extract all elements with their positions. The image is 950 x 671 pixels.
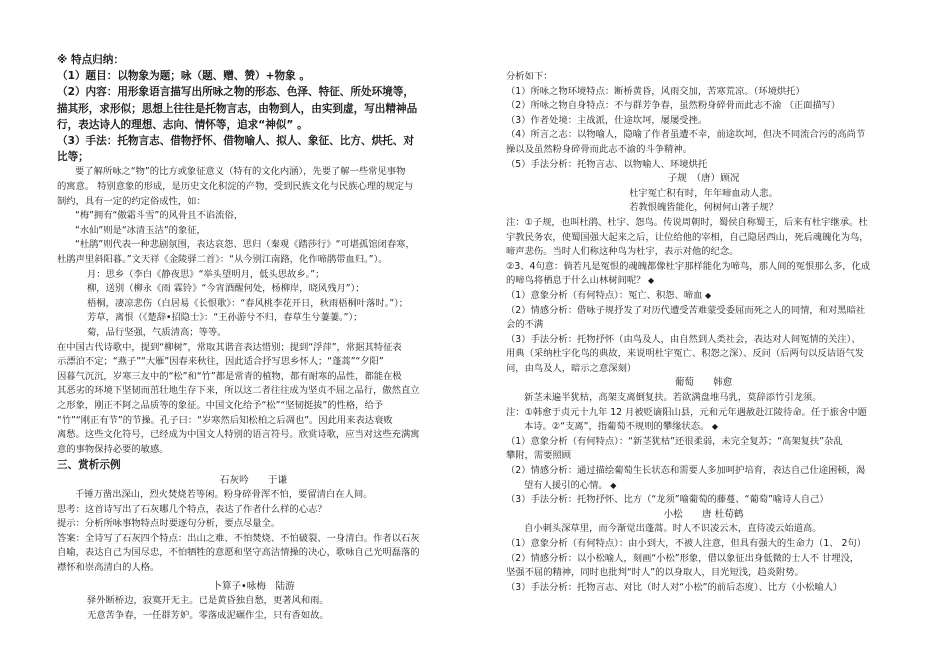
analysis-line: （1）所咏之物环境特点：断桥黄昏，风雨交加，苦寒荒凉。（环境烘托） <box>506 85 805 97</box>
analysis-line: （2）情感分析：借咏子规抒发了对历代遭受苦难蒙受委屈而死之人的同情，和对黑暗社 <box>506 304 866 316</box>
summary-line: （2）内容：用形象语言描写出所咏之物的形态、色泽、特征、所处环境等， <box>57 86 414 99</box>
imagery-line: 月：思乡（李白《静夜思》“举头望明月，低头思故乡。”； <box>87 268 325 280</box>
paragraph-line: 意的事物保持必要的敏感。 <box>57 443 169 455</box>
analysis-line: 望有人援引的心情。 ◆ <box>506 479 901 494</box>
summary-heading: ※ 特点归纳： <box>57 54 124 66</box>
note-line: 宇教民务农，使蜀国强大起来之后，让位给他的宰相，自己隐居西山，死后魂魄化为鸟， <box>506 231 869 243</box>
answer-line: 襟怀和崇高清白的人格。 <box>57 562 160 574</box>
poem-title: 卜算子•咏梅 陆游 <box>212 580 295 592</box>
analysis-line: 问，由鸟及人，暗示之意深刻） <box>506 362 637 374</box>
paragraph-line: 之形象，刚正不阿之品质等的象征。中国文化给予“松”“坚韧挺拔”的性格，给予 <box>57 399 384 411</box>
analysis-line: （3）手法分析：托物言志、对比（时人对“小松”的前后态度）、比方（小松喻人） <box>506 581 843 593</box>
analysis-line: 坚强不屈的精神，同时也批判“时人”的以身取人，目光短浅，趋炎附势。 <box>506 567 804 579</box>
analysis-line: （2）所咏之物自身特点：不与群芳争春，虽然粉身碎骨而此志不渝 （正面描写） <box>506 100 841 112</box>
analysis-line: （2）情感分析：以小松喻人，刻画“小松”形象，借以象征出身低微的士人不 甘埋没， <box>506 552 860 564</box>
analysis-line: （4）所言之志：以物喻人，隐喻了作者虽遭不幸，前途坎坷，但决不同流合污的高尚节 <box>506 129 866 141</box>
intro-line: 要了解所咏之“物”的比方或象征意义（特有的文化内涵），先要了解一些常见事物 <box>75 166 406 178</box>
question-text: 思考：这首诗写出了石灰哪几个特点，表达了作者什么样的心志？ <box>57 503 327 515</box>
paragraph-line: 在中国古代诗歌中，提到“柳树”，常取其谐音表达惜别；提到“浮萍”，常据其特征表 <box>57 341 402 353</box>
example-line: 杜鹃声里斜阳暮。”文天祥《金陵驿二首》：“从今别江南路，化作啼鹃带血归。”）。 <box>57 253 388 265</box>
poem-line: 无意苦争春，一任群芳妒。零落成泥碾作尘，只有香如故。 <box>87 609 329 621</box>
note-line: 本诗。②“支离”，指葡萄不规则的攀缘状态。 ◆ <box>506 420 901 435</box>
intro-line: 的寓意。 特别意象的形成，是历史文化积淀的产物，受到民族文化与民族心理的规定与 <box>57 181 414 193</box>
analysis-line: （2）情感分析：通过描绘葡萄生长状态和需要人多加呵护培育，表达自己仕途困顿，渴 <box>506 465 866 477</box>
example-line: “梅”拥有“傲霜斗雪”的风骨且不谄流俗， <box>75 210 244 222</box>
paragraph-line: 离愁。这些文化符号，已经成为中国文人特别的语言符号。欣赏诗歌，应当对这些充满寓 <box>57 429 420 441</box>
poem-line: 驿外断桥边，寂寞开无主。已是黄昏独自愁，更著风和雨。 <box>87 595 329 607</box>
poem-line: 杜宇冤亡积有时，年年啼血动人悲。 <box>629 187 778 199</box>
analysis-heading: 分析如下： <box>506 71 553 82</box>
imagery-line: 芳草，离恨（《楚辞•招隐士》：“王孙游兮不归，春草生兮萋萋。”）； <box>87 312 363 324</box>
note-line: 注：①韩愈于贞元十九年 12 月被贬谪阳山县，元和元年遇赦赴江陵待命。任于旅舍中题 <box>506 406 867 418</box>
poem-title: 葡萄 韩愈 <box>674 377 733 389</box>
imagery-line: 柳，送别（柳永《雨 霖铃》“今宵酒醒何处，杨柳岸，晓风残月”）； <box>87 283 365 295</box>
summary-line: （3）手法：托物言志、借物抒怀、借物喻人、拟人、象征、比方、烘托、对 <box>57 135 414 148</box>
example-line: “水仙”则是“冰清玉洁”的象征， <box>75 224 206 236</box>
paragraph-line: “竹”“刚正有节”的节操。孔子曰：“岁寒然后知松柏之后凋也”。因此用来表达衰败 <box>57 414 393 426</box>
poem-text: 新茎未遍半犹枯，高架支离倒复扶。若欲满盘堆马乳，莫辞添竹引龙须。 <box>524 392 822 404</box>
analysis-line: 会的不满 <box>506 319 544 331</box>
note-line: ②3、4句意：倘若凡是冤恨的魂魄都像杜宇那样能化为啼鸟，那人间的冤恨那么多，化成 <box>506 260 871 272</box>
note-line: 啼声悲伤。当时人们称这种鸟为杜宇，表示对他的纪念。 <box>506 246 739 258</box>
analysis-line: （3）手法分析：托物抒怀、比方（“龙须”喻葡萄的藤蔓、“葡萄”喻诗人自己） <box>506 494 829 506</box>
imagery-line: 菊，品行坚强，气质清高；等等。 <box>87 326 227 338</box>
poem-line: 若教恨魄皆能化，何树何山著子规？ <box>629 202 778 214</box>
intro-line: 制约，具有一定的约定俗成性，如： <box>57 195 206 207</box>
analysis-line: （1）意象分析（有何特点）：“新茎犹枯”还很柔弱，未完全复苏；“高架复扶”杂乱 <box>506 435 843 447</box>
analysis-line: （5）手法分析：托物言志、以物喻人、环境烘托 <box>506 158 708 170</box>
analysis-line: 用典（采纳杜宇化鸟的典故，来说明杜宇冤亡、积怨之深）、反问（后两句以反诘语气发 <box>506 348 864 360</box>
note-line: 注：①子规，也叫杜鹃、杜宇、怨鸟。传说周朝时，蜀侯自称蜀王，后来有杜宇继承。杜 <box>506 216 868 228</box>
section-heading: 三、赏析示例 <box>57 459 121 472</box>
left-column <box>57 52 450 623</box>
poem-title: 子规 （唐）顾况 <box>667 173 740 185</box>
analysis-line: 操以及虽然粉身碎骨而此志不渝的斗争精神。 <box>506 143 692 155</box>
summary-line: （1）题目：以物象为题；咏（题、赠、赞）+物象 。 <box>57 70 310 83</box>
analysis-line: （3）手法分析：托物抒怀（由鸟及人，由自然到人类社会，表达对人间冤情的关注）、 <box>506 333 861 345</box>
right-column <box>506 70 901 595</box>
answer-line: 自喻，表达自己为国尽忠，不怕牺牲的意愿和坚守高洁情操的决心，歌咏自己光明磊落的 <box>57 547 420 559</box>
analysis-line: （1）意象分析（有何特点）：由小到大，不被人注意，但具有强大的生命力（1、 2句） <box>506 538 867 549</box>
summary-line: 描其形，求形似；思想上往往是托物言志，由物到人，由实到虚，写出精神品 <box>57 102 418 115</box>
imagery-line: 梧桐，凄凉悲伤（白居易《长恨歌》：“春风桃李花开日，秋雨梧桐叶落时。”）； <box>87 297 409 309</box>
paragraph-line: 示漂泊不定；“燕子”“大雁”因春来秋往，因此适合抒写思乡怀人；“蓬蒿”“夕阳” <box>57 356 384 368</box>
hint-text: 提示：分析所咏事物特点时要逐句分析，要点尽量全。 <box>57 518 281 530</box>
example-line: “杜鹃”则代表一种悲剧氛围，表达哀怨、思归（秦观《踏莎行》“可堪孤馆闭春寒， <box>75 239 415 251</box>
analysis-line: （1）意象分析（有何特点）：冤亡、积怨、啼血 ◆ <box>506 289 901 304</box>
poem-text: 自小刺头深草里，而今渐觉出蓬蒿。时人不识凌云木，直待凌云始道高。 <box>524 523 822 535</box>
note-line: 的啼鸟将栖息于什么山林树间呢？ ◆ <box>506 274 901 289</box>
paragraph-line: 因暮气沉沉，岁寒三友中的“松”和“竹”都是常青的植物，都有耐寒的品性，都能在极 <box>57 370 402 382</box>
poem-text: 千锤万凿出深山，烈火焚烧若等闲。粉身碎骨浑不怕，要留清白在人间。 <box>75 489 373 501</box>
analysis-line: 攀附，需要照顾 <box>506 450 572 462</box>
summary-line: 比等； <box>57 151 89 164</box>
summary-line: 行，表达诗人的理想、志向、情怀等，追求“神似” 。 <box>57 118 308 131</box>
poem-title: 石灰吟 于谦 <box>219 474 288 486</box>
answer-line: 答案：全诗写了石灰四个特点：出山之难、不怕焚烧、不怕破裂、一身清白。作者以石灰 <box>57 532 420 544</box>
analysis-line: （3）作者处境：主战派，仕途坎坷，屡屡受挫。 <box>506 114 708 126</box>
poem-title: 小松 唐 杜荀鹤 <box>663 508 744 520</box>
paragraph-line: 其恶劣的环境下坚韧而茁壮地生存下来，所以这二者往往成为坚贞不屈之品行，傲然直立 <box>57 385 420 397</box>
